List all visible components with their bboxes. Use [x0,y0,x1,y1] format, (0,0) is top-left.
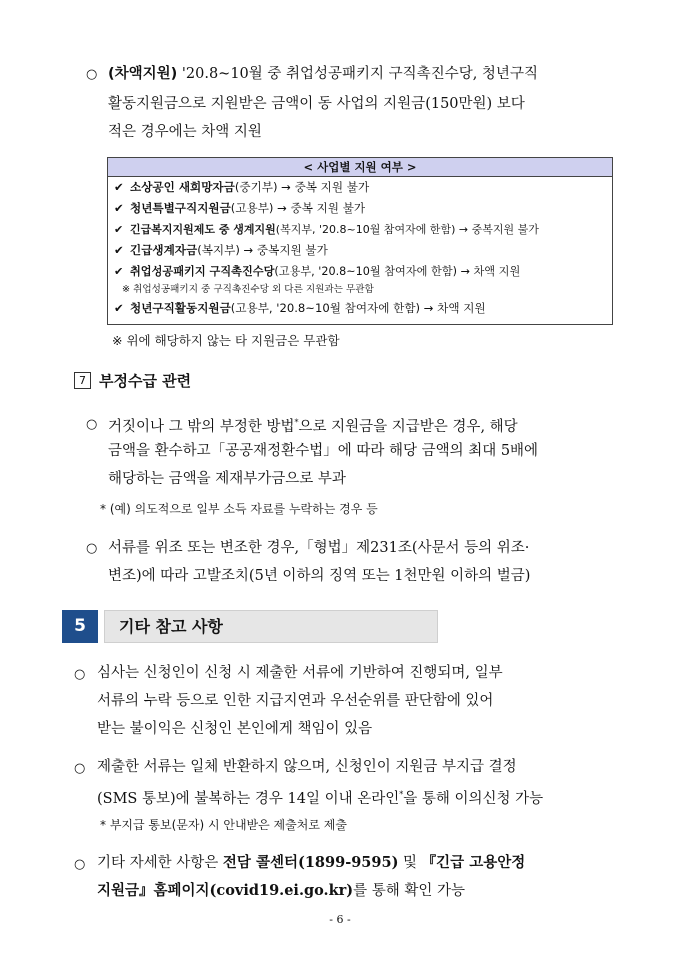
text: 기타 자세한 사항은 [97,855,223,871]
text: 거짓이나 그 밖의 부정한 방법 [108,418,295,435]
row-desc: (복지부, '20.8~10월 참여자에 한함) → 중복지원 불가 [275,223,539,236]
section-title: 기타 참고 사항 [104,610,438,643]
paragraph-line [108,61,538,87]
table-note: ※ 취업성공패키지 중 구직촉진수당 외 다른 지원과는 무관함 [122,284,374,295]
section-number-badge: 5 [62,610,98,643]
table-row [108,177,612,198]
row-desc: (복지부) → 중복지원 불가 [197,243,328,257]
row-title: 청년특별구직지원금 [130,201,231,215]
paragraph-line: 서류를 위조 또는 변조한 경우,「형법」제231조(사문서 등의 위조· [108,540,530,556]
text: 으로 지원금을 지급받은 경우, 해당 [298,418,518,435]
check-icon: ✔ [114,301,124,315]
section-number-box: 7 [74,372,91,389]
row-title: 청년구직활동지원금 [130,301,231,315]
row-desc: (고용부) → 중복 지원 불가 [230,201,366,215]
paragraph-line [108,410,518,440]
footnote-mark: * [399,790,404,799]
row-title: 소상공인 새희망자금 [130,180,235,194]
support-table-header: < 사업별 지원 여부 > [108,158,612,177]
check-icon: ✔ [114,243,124,257]
table-row [108,219,612,240]
bullet-circle: ○ [86,541,98,556]
bullet-circle: ○ [74,761,86,776]
table-row [108,298,612,319]
lead-label: (차액지원) [108,66,178,82]
text: (SMS 통보)에 불복하는 경우 14일 이내 온라인 [97,790,400,807]
table-row [108,240,612,261]
check-icon: ✔ [114,180,124,194]
bullet-circle: ○ [74,857,86,872]
paragraph-line: 제출한 서류는 일체 반환하지 않으며, 신청인이 지원금 부지급 결정 [97,759,517,775]
paragraph-line: 해당하는 금액을 제재부가금으로 부과 [108,471,346,487]
paragraph-line: 심사는 신청인이 신청 시 제출한 서류에 기반하여 진행되며, 일부 [97,665,503,681]
row-desc: (고용부, '20.8~10월 참여자에 한함) → 차액 지원 [230,301,486,315]
row-title: 취업성공패키지 구직촉진수당 [130,265,275,278]
text: '20.8~10월 중 취업성공패키지 구직촉진수당, 청년구직 [177,66,538,82]
paragraph-line [97,878,465,904]
homepage-title: 『긴급 고용안정 [421,854,526,871]
footnote: * (예) 의도적으로 일부 소득 자료를 누락하는 경우 등 [100,502,378,516]
footnote: * 부지급 통보(문자) 시 안내받은 제출처로 제출 [100,818,347,832]
table-row [108,261,612,282]
row-title: 긴급생계자금 [130,243,198,257]
section-title: 부정수급 관련 [99,372,192,390]
check-icon: ✔ [114,265,124,278]
paragraph-line: 서류의 누락 등으로 인한 지급지연과 우선순위를 판단함에 있어 [97,693,494,709]
paragraph-line: 금액을 환수하고「공공재정환수법」에 따라 해당 금액의 최대 5배에 [108,443,539,459]
footnote-mark: * [294,418,299,427]
paragraph-line [97,850,525,876]
paragraph-line: 활동지원금으로 지원받은 금액이 동 사업의 지원금(150만원) 보다 [108,96,525,112]
table-row [108,198,612,219]
text: 을 통해 이의신청 가능 [403,790,544,807]
paragraph-line: 받는 불이익은 신청인 본인에게 책임이 있음 [97,721,373,737]
page-number: - 6 - [329,913,351,926]
text: 를 통해 확인 가능 [353,883,466,899]
paragraph-line [97,782,543,812]
check-icon: ✔ [114,223,124,236]
homepage-link-text: 지원금』홈페이지(covid19.ei.go.kr) [97,882,354,899]
support-table [107,157,613,325]
callcenter-text: 전담 콜센터(1899-9595) [222,854,399,871]
row-title: 긴급복지지원제도 중 생계지원 [130,223,276,236]
bullet-circle: ○ [74,667,86,682]
check-icon: ✔ [114,201,124,215]
text: 및 [398,855,422,871]
table-footnote: ※ 위에 해당하지 않는 타 지원금은 무관함 [112,333,340,348]
row-desc: (고용부, '20.8~10월 참여자에 한함) → 차액 지원 [274,265,521,278]
bullet-circle: ○ [86,417,98,432]
paragraph-line: 적은 경우에는 차액 지원 [108,124,262,140]
paragraph-line: 변조)에 따라 고발조치(5년 이하의 징역 또는 1천만원 이하의 벌금) [108,568,531,584]
row-desc: (중기부) → 중복 지원 불가 [234,180,370,194]
bullet-circle: ○ [86,67,98,82]
